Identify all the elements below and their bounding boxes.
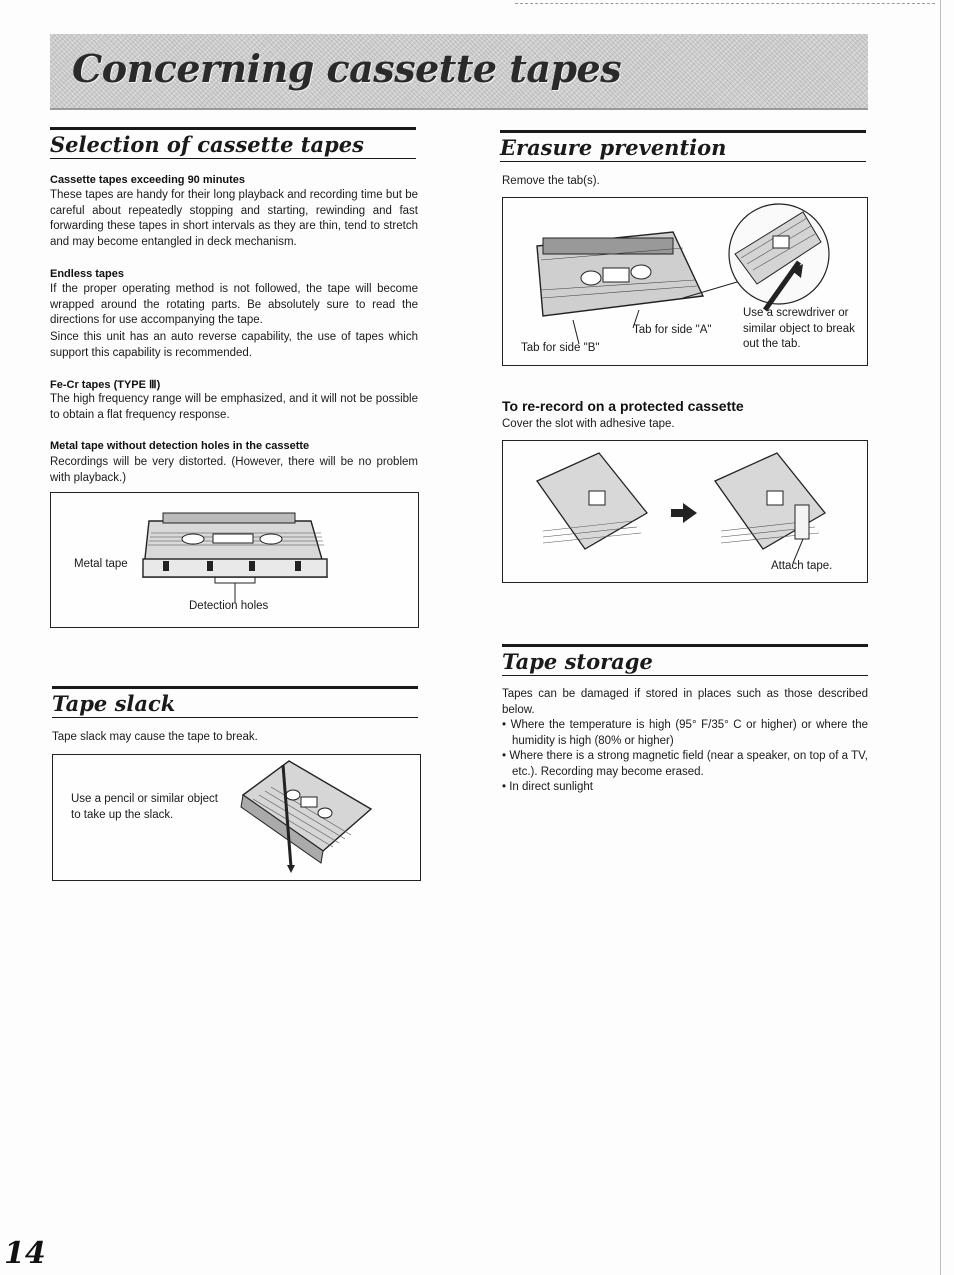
text-metal: Recordings will be very distorted. (However, there will be no problem with playback.) xyxy=(50,456,418,484)
slack-figure xyxy=(52,754,421,881)
right-edge-line xyxy=(940,0,941,1275)
erasure-title: Erasure prevention xyxy=(500,135,727,160)
text-90min: These tapes are handy for their long playback and recording time but be careful about repeatedly stopping and starting, rewinding and fast forwarding these tapes in short intervals as they are thin, tend to stretch and may become entangled in deck mechanism. xyxy=(50,189,418,248)
page-title: Concerning cassette tapes xyxy=(72,46,622,91)
list-item: • Where there is a strong magnetic field (near a speaker, on top of a TV, etc.). Recording may become erased. xyxy=(502,750,868,778)
erasure-section-header xyxy=(500,130,866,162)
detection-holes-label: Detection holes xyxy=(189,600,269,612)
text-endless-2: Since this unit has an auto reverse capability, the use of tapes which support this capability is recommended. xyxy=(50,331,418,359)
erasure-figure xyxy=(502,197,868,366)
storage-section-header xyxy=(502,644,868,676)
text-fecr: The high frequency range will be emphasized, and it will not be possible to obtain a flat frequency response. xyxy=(50,393,418,421)
rerecord-figure xyxy=(502,440,868,583)
subheading-90min: Cassette tapes exceeding 90 minutes xyxy=(50,174,246,186)
selection-title: Selection of cassette tapes xyxy=(50,132,364,157)
storage-intro: Tapes can be damaged if stored in places such as those described below. xyxy=(502,688,868,716)
slack-intro: Tape slack may cause the tape to break. xyxy=(52,731,258,743)
erasure-intro: Remove the tab(s). xyxy=(502,175,600,187)
storage-title: Tape storage xyxy=(502,649,653,674)
slack-cassette-illustration xyxy=(53,755,420,880)
metal-tape-figure xyxy=(50,492,419,628)
tab-b-label: Tab for side "B" xyxy=(521,342,600,354)
subheading-metal: Metal tape without detection holes in the cassette xyxy=(50,440,310,452)
list-item: • In direct sunlight xyxy=(502,781,593,794)
title-banner xyxy=(50,34,868,110)
slack-section-header xyxy=(52,686,418,718)
selection-section-header xyxy=(50,127,416,159)
slack-title: Tape slack xyxy=(52,691,176,716)
subheading-endless: Endless tapes xyxy=(50,268,124,280)
metal-tape-label: Metal tape xyxy=(74,558,128,570)
rerecord-heading: To re-record on a protected cassette xyxy=(502,398,744,414)
pencil-instruction: Use a pencil or similar object to take up the slack. xyxy=(71,793,219,821)
list-item: • Where the temperature is high (95° F/35° C or higher) or where the humidity is high (80% or higher) xyxy=(502,719,868,747)
text-endless: If the proper operating method is not followed, the tape will become wrapped around the rotating parts. Be absolutely sure to read the directions for use accompanying the tape. xyxy=(50,283,418,327)
tab-a-label: Tab for side "A" xyxy=(633,324,712,336)
page-number: 14 xyxy=(4,1236,46,1271)
storage-bullet-list xyxy=(502,718,868,796)
attach-tape-label: Attach tape. xyxy=(771,560,833,572)
subheading-fecr: Fe-Cr tapes (TYPE Ⅲ) xyxy=(50,379,161,391)
screwdriver-label: Use a screwdriver or similar object to break out the tab. xyxy=(743,307,855,350)
top-edge-line xyxy=(515,3,935,5)
rerecord-text: Cover the slot with adhesive tape. xyxy=(502,418,675,430)
